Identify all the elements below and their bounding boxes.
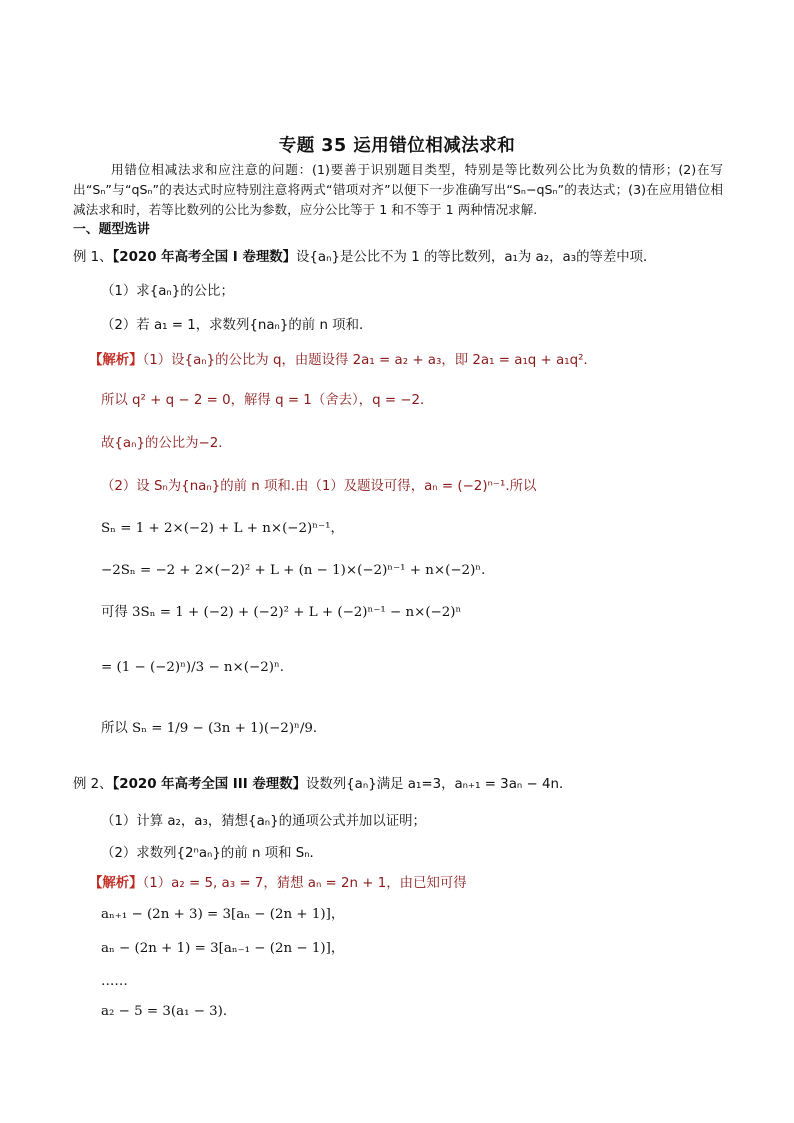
example-2-question-1: （1）计算 a₂，a₃，猜想{aₙ}的通项公式并加以证明； bbox=[101, 814, 426, 829]
example-1-sum-expression: Sₙ = 1 + 2×(−2) + L + n×(−2)ⁿ⁻¹， bbox=[101, 521, 344, 536]
intro-paragraph: 用错位相减法求和应注意的问题：(1)要善于识别题目类型，特别是等比数列公比为负数的情形；(2)在写出“Sₙ”与“qSₙ”的表达式时应特别注意将两式“错项对齐”以便下一步准确写出“Sₙ−qSₙ”的表达式；(3)在应用错位相减法求和时，若等比数列的公比为参数，应分公比等于 1 和不等于 1 两种情况求解. bbox=[73, 162, 723, 217]
example-2-step-1: （1）a₂ = 5, a₃ = 7，猜想 aₙ = 2n + 1，由已知可得 bbox=[142, 876, 467, 891]
example-2-step-3: aₙ − (2n + 1) = 3[aₙ₋₁ − (2n − 1)]， bbox=[101, 941, 345, 956]
example-1-step-3: 故{aₙ}的公比为−2． bbox=[101, 436, 232, 451]
example-2-ellipsis: …… bbox=[101, 974, 128, 989]
example-1-stem: 设{aₙ}是公比不为 1 的等比数列，a₁为 a₂，a₃的等差中项． bbox=[296, 250, 657, 265]
example-1-step-4: （2）设 Sₙ为{naₙ}的前 n 项和.由（1）及题设可得，aₙ = (−2)ⁿ⁻¹.所以 bbox=[101, 479, 537, 494]
example-1-step-2: 所以 q² + q − 2 = 0，解得 q = 1（舍去），q = −2． bbox=[101, 393, 434, 408]
example-1-header bbox=[73, 249, 656, 267]
example-2-step-2: aₙ₊₁ − (2n + 3) = 3[aₙ − (2n + 1)]， bbox=[101, 907, 345, 922]
example-2-stem: 设数列{aₙ}满足 a₁=3，aₙ₊₁ = 3aₙ − 4n． bbox=[305, 777, 573, 792]
example-1-fraction-result: = (1 − (−2)ⁿ)/3 − n×(−2)ⁿ. bbox=[101, 660, 285, 675]
example-1-difference: 可得 3Sₙ = 1 + (−2) + (−2)² + L + (−2)ⁿ⁻¹ − n×(−2)ⁿ bbox=[101, 605, 462, 620]
example-2-solution-line-1 bbox=[89, 875, 467, 893]
example-1-solution-line-1 bbox=[89, 352, 597, 370]
example-1-source: 【2020 年高考全国 I 卷理数】 bbox=[112, 250, 297, 265]
example-2-header bbox=[73, 776, 572, 794]
example-1-shifted-sum: −2Sₙ = −2 + 2×(−2)² + L + (n − 1)×(−2)ⁿ⁻¹ + n×(−2)ⁿ． bbox=[101, 563, 495, 578]
section-heading: 一、题型选讲 bbox=[73, 222, 150, 237]
solution-tag: 【解析】 bbox=[89, 876, 143, 891]
example-2-prefix: 例 2、 bbox=[73, 777, 113, 792]
example-2-question-2: （2）求数列{2ⁿaₙ}的前 n 项和 Sₙ． bbox=[101, 846, 323, 861]
example-1-question-1: （1）求{aₙ}的公比； bbox=[101, 284, 234, 299]
example-1-step-1: （1）设{aₙ}的公比为 q，由题设得 2a₁ = a₂ + a₃，即 2a₁ = a₁q + a₁q²． bbox=[142, 353, 597, 368]
solution-tag: 【解析】 bbox=[89, 353, 143, 368]
example-1-question-2: （2）若 a₁ = 1，求数列{naₙ}的前 n 项和． bbox=[101, 318, 373, 333]
example-2-source: 【2020 年高考全国 III 卷理数】 bbox=[112, 777, 306, 792]
example-1-prefix: 例 1、 bbox=[73, 250, 113, 265]
example-2-step-5: a₂ − 5 = 3(a₁ − 3)． bbox=[101, 1004, 237, 1019]
example-1-final-result: 所以 Sₙ = 1/9 − (3n + 1)(−2)ⁿ/9． bbox=[101, 721, 327, 736]
page-title: 专题 35 运用错位相减法求和 bbox=[278, 136, 516, 156]
